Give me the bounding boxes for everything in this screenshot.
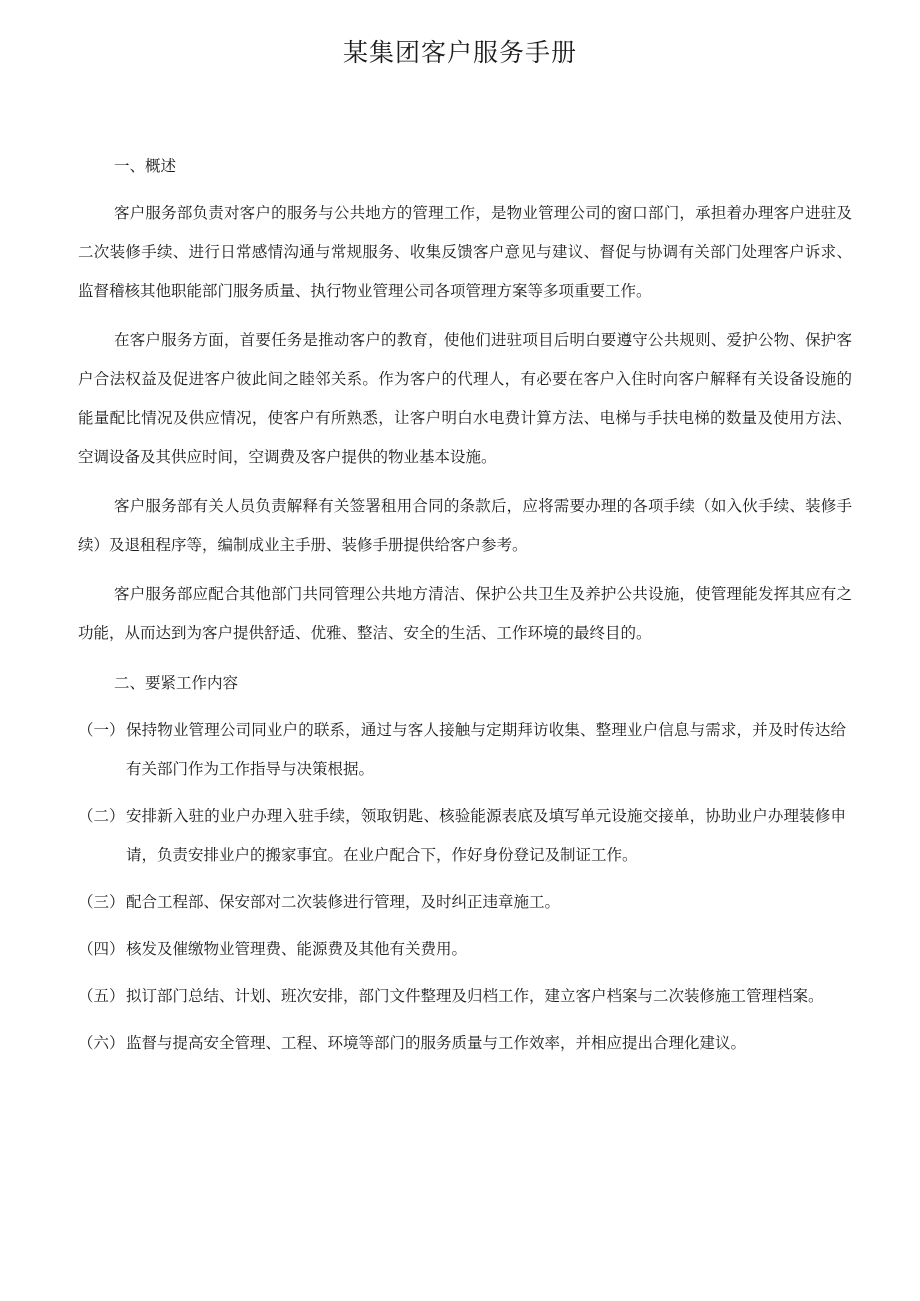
list-item-number: （一）	[78, 721, 125, 739]
list-item-number: （三）	[78, 893, 125, 911]
list-item	[78, 930, 852, 969]
list-item-text: 拟订部门总结、计划、班次安排，部门文件整理及归档工作，建立客户档案与二次装修施工管理档案。	[126, 987, 824, 1005]
section-heading-overview: 一、概述	[114, 157, 177, 175]
list-item-text: 监督与提高安全管理、工程、环境等部门的服务质量与工作效率，并相应提出合理化建议。	[126, 1034, 747, 1052]
list-item	[78, 797, 852, 875]
list-item-text: 安排新入驻的业户办理入驻手续，领取钥匙、核验能源表底及填写单元设施交接单，协助业户办理装修申请，负责安排业户的搬家事宜。在业户配合下，作好身份登记及制证工作。	[126, 807, 846, 864]
paragraph: 客户服务部有关人员负责解释有关签署租用合同的条款后，应将需要办理的各项手续（如入伙手续、装修手续）及退租程序等，编制成业主手册、装修手册提供给客户参考。	[78, 497, 852, 554]
document-body	[78, 148, 852, 1063]
list-item	[78, 883, 852, 922]
list-item	[78, 711, 852, 789]
list-item-text: 核发及催缴物业管理费、能源费及其他有关费用。	[126, 940, 468, 958]
list-item-number: （四）	[78, 940, 125, 958]
list-item-text: 配合工程部、保安部对二次装修进行管理，及时纠正违章施工。	[126, 893, 561, 911]
list-item-text: 保持物业管理公司同业户的联系，通过与客人接触与定期拜访收集、整理业户信息与需求，并及时传达给有关部门作为工作指导与决策根据。	[126, 721, 846, 778]
list-item-number: （五）	[78, 987, 125, 1005]
document-title: 某集团客户服务手册	[342, 38, 577, 67]
paragraph: 客户服务部负责对客户的服务与公共地方的管理工作，是物业管理公司的窗口部门，承担着办理客户进驻及二次装修手续、进行日常感情沟通与常规服务、收集反馈客户意见与建议、督促与协调有关部门处理客户诉求、监督稽核其他职能部门服务质量、执行物业管理公司各项管理方案等多项重要工作。	[78, 204, 852, 300]
list-item	[78, 977, 852, 1016]
list-item	[78, 1024, 852, 1063]
paragraph: 在客户服务方面，首要任务是推动客户的教育，使他们进驻项目后明白要遵守公共规则、爱护公物、保护客户合法权益及促进客户彼此间之睦邻关系。作为客户的代理人，有必要在客户入住时向客户解释有关设备设施的能量配比情况及供应情况，使客户有所熟悉，让客户明白水电费计算方法、电梯与手扶电梯的数量及使用方法、空调设备及其供应时间，空调费及客户提供的物业基本设施。	[78, 331, 852, 466]
list-item-number: （二）	[78, 807, 125, 825]
list-item-number: （六）	[78, 1034, 125, 1052]
section-heading-key-work: 二、要紧工作内容	[114, 674, 239, 692]
paragraph: 客户服务部应配合其他部门共同管理公共地方清洁、保护公共卫生及养护公共设施，使管理能发挥其应有之功能，从而达到为客户提供舒适、优雅、整洁、安全的生活、工作环境的最终目的。	[78, 585, 852, 642]
